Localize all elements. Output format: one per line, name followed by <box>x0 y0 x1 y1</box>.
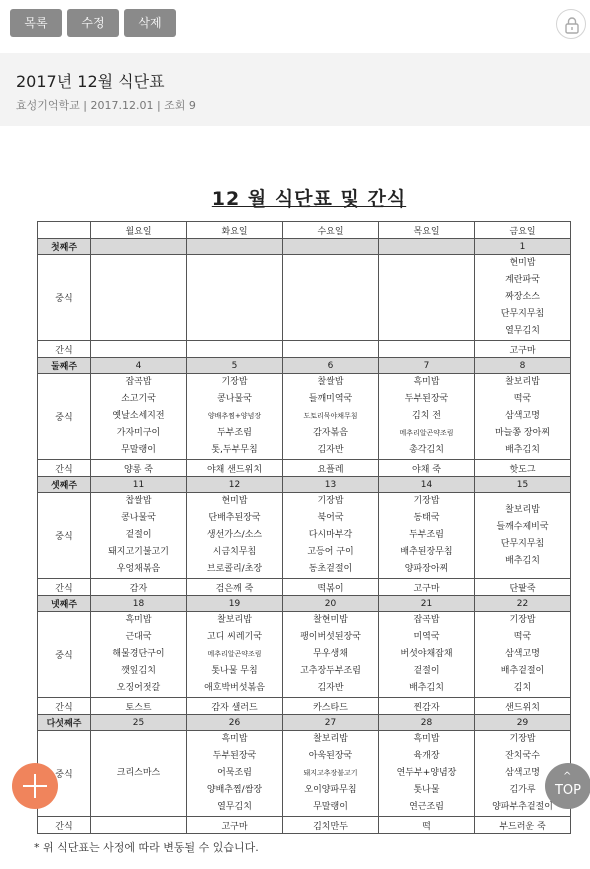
views-count: 9 <box>188 99 196 112</box>
day-header: 목요일 <box>379 222 475 239</box>
snack-row <box>38 698 571 715</box>
menu-item: 기장밥 <box>317 496 344 506</box>
menu-item: 두부조림 <box>217 428 252 438</box>
document-title: 12 월 식단표 및 간식 <box>211 188 407 210</box>
lock-button[interactable] <box>556 9 586 39</box>
date-cell <box>91 239 187 255</box>
top-label: TOP <box>554 783 581 798</box>
menu-item: 배추된장무침 <box>400 547 453 557</box>
snack-cell: 고구마 <box>379 579 475 596</box>
menu-item: 고디 씨레기국 <box>206 632 263 642</box>
meta-separator: | <box>153 99 165 112</box>
menu-item: 떡국 <box>513 394 532 404</box>
menu-item: 애호박버섯볶음 <box>204 683 265 693</box>
snack-cell: 검은깨 죽 <box>187 579 283 596</box>
snack-cell <box>379 341 475 358</box>
meal-cell <box>475 255 571 341</box>
menu-item: 생선가스/소스 <box>206 530 263 540</box>
menu-item: 배추겉절이 <box>500 666 545 676</box>
date-cell: 4 <box>91 358 187 374</box>
menu-item: 열무김치 <box>217 802 252 812</box>
menu-item: 흑미밥 <box>125 615 152 625</box>
menu-item: 총각김치 <box>409 445 444 455</box>
week-label: 넷째주 <box>38 596 91 612</box>
footnote: * 위 식단표는 사정에 따라 변동될 수 있습니다. <box>34 841 259 854</box>
menu-item: 메추리알곤약조림 <box>399 429 454 437</box>
menu-item: 톳나물 무침 <box>211 666 258 676</box>
week-row <box>38 358 571 374</box>
meal-label: 중식 <box>38 255 91 341</box>
meal-label: 중식 <box>38 612 91 698</box>
day-header: 수요일 <box>283 222 379 239</box>
date-cell: 27 <box>283 715 379 731</box>
snack-cell <box>187 341 283 358</box>
menu-item: 기장밥 <box>413 496 440 506</box>
meal-cell <box>187 493 283 579</box>
snack-cell: 샌드위치 <box>475 698 571 715</box>
meal-cell <box>91 612 187 698</box>
post-header <box>0 53 590 126</box>
snack-cell: 요플레 <box>283 460 379 477</box>
menu-item: 해물경단구이 <box>112 649 165 659</box>
week-row <box>38 596 571 612</box>
day-header: 화요일 <box>187 222 283 239</box>
menu-item: 돼지고추장불고기 <box>303 769 358 777</box>
menu-item: 양파장아찌 <box>404 564 449 574</box>
snack-label: 간식 <box>38 460 91 477</box>
date-cell: 13 <box>283 477 379 493</box>
menu-item: 찰쌀밥 <box>317 377 344 387</box>
menu-item: 배추김치 <box>505 555 540 566</box>
menu-item: 도토리묵야채무침 <box>303 412 358 420</box>
date-cell: 7 <box>379 358 475 374</box>
menu-item: 계란파국 <box>505 275 540 285</box>
week-label: 셋째주 <box>38 477 91 493</box>
menu-item: 김자반 <box>317 445 344 455</box>
meal-cell <box>91 493 187 579</box>
snack-row <box>38 817 571 834</box>
snack-cell: 야채 죽 <box>379 460 475 477</box>
week-row <box>38 477 571 493</box>
menu-item: 기장밥 <box>509 734 536 744</box>
menu-item: 기장밥 <box>221 377 248 387</box>
meal-label: 중식 <box>38 493 91 579</box>
menu-item: 단무지무침 <box>500 309 545 319</box>
meal-cell <box>475 612 571 698</box>
menu-item: 양배추찜/쌈장 <box>206 785 263 795</box>
menu-item: 단배추된장국 <box>208 513 261 523</box>
menu-item: 겉절이 <box>125 530 152 540</box>
menu-item: 겉절이 <box>413 666 440 676</box>
date-cell: 18 <box>91 596 187 612</box>
date-cell: 19 <box>187 596 283 612</box>
menu-item: 잡곡밥 <box>413 615 440 625</box>
menu-item: 두부조림 <box>409 530 444 540</box>
menu-item: 톳나물 <box>413 785 440 795</box>
day-header: 월요일 <box>91 222 187 239</box>
meal-label: 중식 <box>38 374 91 460</box>
menu-item: 시금치무침 <box>212 547 257 557</box>
menu-item: 오이양파무침 <box>304 785 357 795</box>
chevron-up-icon: ^ <box>563 771 572 782</box>
meal-cell <box>379 374 475 460</box>
toolbar <box>0 0 590 49</box>
menu-item: 무말랭이 <box>313 802 348 812</box>
snack-label: 간식 <box>38 817 91 834</box>
menu-item: 들깨미역국 <box>308 394 353 404</box>
menu-item: 들깨수제비국 <box>496 521 549 532</box>
snack-cell <box>91 341 187 358</box>
menu-item: 김치 전 <box>412 411 441 421</box>
menu-item: 동태국 <box>413 513 440 523</box>
meal-cell <box>379 612 475 698</box>
snack-cell: 떡 <box>379 817 475 834</box>
snack-cell: 찐감자 <box>379 698 475 715</box>
meal-cell <box>91 374 187 460</box>
menu-item: 현미밥 <box>221 496 248 506</box>
meal-table <box>37 221 571 834</box>
menu-item: 찹쌀밥 <box>125 496 152 506</box>
snack-cell: 김치만두 <box>283 817 379 834</box>
snack-cell: 떡볶이 <box>283 579 379 596</box>
day-header: 금요일 <box>475 222 571 239</box>
menu-item: 다시마부각 <box>308 530 353 540</box>
menu-item: 고등어 구이 <box>307 547 354 557</box>
snack-cell: 야채 샌드위치 <box>187 460 283 477</box>
menu-item: 배추김치 <box>409 683 444 693</box>
menu-item: 소고기국 <box>121 394 156 404</box>
menu-item: 삼색고명 <box>505 768 540 778</box>
snack-cell: 고구마 <box>187 817 283 834</box>
week-label: 다섯째주 <box>38 715 91 731</box>
menu-item: 연근조림 <box>409 802 444 812</box>
menu-item: 짜장소스 <box>505 292 540 302</box>
meal-cell <box>283 255 379 341</box>
menu-item: 옛날소세지전 <box>112 411 165 421</box>
menu-item: 두부된장국 <box>212 751 257 761</box>
meal-cell <box>379 255 475 341</box>
menu-item: 어묵조림 <box>217 768 252 778</box>
edit-button[interactable]: 수정 <box>67 9 119 37</box>
date-cell: 5 <box>187 358 283 374</box>
meal-cell <box>187 255 283 341</box>
snack-cell: 양롱 죽 <box>91 460 187 477</box>
date-cell: 11 <box>91 477 187 493</box>
meal-cell <box>283 374 379 460</box>
menu-item: 아욱된장국 <box>308 751 353 761</box>
date-cell: 25 <box>91 715 187 731</box>
menu-item: 삼색고명 <box>505 411 540 421</box>
menu-item: 육개장 <box>413 751 440 761</box>
meal-cell <box>475 374 571 460</box>
date-cell <box>379 239 475 255</box>
date-cell: 14 <box>379 477 475 493</box>
menu-item: 열무김치 <box>505 326 540 336</box>
meal-cell <box>475 493 571 579</box>
post-author: 효성기억학교 <box>16 99 80 112</box>
menu-item: 마늘쫑 장아찌 <box>494 428 551 438</box>
corner-cell <box>38 222 91 239</box>
snack-row <box>38 460 571 477</box>
table-header-row <box>38 222 571 239</box>
meal-cell <box>379 493 475 579</box>
menu-item: 무우생채 <box>313 649 348 659</box>
meal-cell <box>187 731 283 817</box>
post-date: 2017.12.01 <box>90 99 154 112</box>
menu-item: 단무지무침 <box>500 538 545 549</box>
delete-button[interactable]: 삭제 <box>124 9 176 37</box>
meal-cell <box>283 731 379 817</box>
lock-icon <box>564 16 580 34</box>
menu-item: 메추리알곤약조림 <box>207 650 262 658</box>
snack-label: 간식 <box>38 698 91 715</box>
menu-item: 감자볶음 <box>313 428 348 438</box>
menu-item: 콩나물국 <box>217 394 252 404</box>
menu-item: 오징어젓갈 <box>116 683 161 693</box>
week-row <box>38 715 571 731</box>
menu-item: 양배추찜+양념장 <box>207 412 262 420</box>
menu-item: 흑미밥 <box>221 734 248 744</box>
list-button[interactable]: 목록 <box>10 9 62 37</box>
meal-row <box>38 493 571 579</box>
menu-item: 동초겉절이 <box>308 564 353 574</box>
menu-item: 우엉채볶음 <box>116 564 161 574</box>
menu-item: 톳,두부무침 <box>211 445 258 455</box>
snack-cell <box>91 817 187 834</box>
snack-cell <box>283 341 379 358</box>
snack-cell: 감자 샐러드 <box>187 698 283 715</box>
menu-item: 버섯야채잡채 <box>400 649 453 659</box>
menu-item: 잔치국수 <box>505 751 540 761</box>
menu-item: 브로콜리/초장 <box>206 564 263 574</box>
date-cell: 8 <box>475 358 571 374</box>
date-cell: 29 <box>475 715 571 731</box>
snack-row <box>38 341 571 358</box>
date-cell: 1 <box>475 239 571 255</box>
snack-label: 간식 <box>38 341 91 358</box>
date-cell <box>187 239 283 255</box>
meal-row <box>38 255 571 341</box>
meal-cell <box>91 731 187 817</box>
meal-row <box>38 374 571 460</box>
page-title: 2017년 12월 식단표 <box>16 72 165 91</box>
meal-row <box>38 731 571 817</box>
menu-item: 찰현미밥 <box>313 615 348 625</box>
menu-item: 떡국 <box>513 632 532 642</box>
menu-item: 찰보리밥 <box>313 734 348 744</box>
meal-cell <box>91 255 187 341</box>
menu-item: 가자미구이 <box>116 428 161 438</box>
menu-item: 근대국 <box>125 632 152 642</box>
snack-row <box>38 579 571 596</box>
meal-label: 중식 <box>38 731 91 817</box>
snack-cell: 핫도그 <box>475 460 571 477</box>
date-cell <box>283 239 379 255</box>
menu-item: 찰보리밥 <box>505 504 540 515</box>
meal-cell <box>187 374 283 460</box>
menu-item: 크리스마스 <box>116 768 161 778</box>
date-cell: 22 <box>475 596 571 612</box>
menu-item: 현미밥 <box>509 258 536 268</box>
date-cell: 15 <box>475 477 571 493</box>
menu-item: 미역국 <box>413 632 440 642</box>
menu-item: 배추김치 <box>505 445 540 455</box>
snack-cell: 부드러운 죽 <box>475 817 571 834</box>
add-button[interactable] <box>12 763 58 809</box>
menu-item: 북어국 <box>317 513 344 523</box>
snack-cell: 카스타드 <box>283 698 379 715</box>
week-row <box>38 239 571 255</box>
date-cell: 12 <box>187 477 283 493</box>
menu-item: 무말랭이 <box>121 445 156 455</box>
date-cell: 28 <box>379 715 475 731</box>
post-meta <box>16 97 196 113</box>
menu-item: 콩나물국 <box>121 513 156 523</box>
menu-item: 찰보리밥 <box>505 377 540 387</box>
menu-item: 연두부+양념장 <box>396 768 457 778</box>
menu-item: 김자반 <box>317 683 344 693</box>
snack-cell: 감자 <box>91 579 187 596</box>
post-content <box>0 126 590 869</box>
scroll-top-button[interactable] <box>545 763 590 809</box>
menu-item: 두부된장국 <box>404 394 449 404</box>
menu-item: 기장밥 <box>509 615 536 625</box>
menu-item: 양파부추겉절이 <box>492 802 553 812</box>
menu-item: 김치 <box>513 683 532 693</box>
snack-cell: 토스트 <box>91 698 187 715</box>
week-label: 둘째주 <box>38 358 91 374</box>
date-cell: 26 <box>187 715 283 731</box>
meal-cell <box>379 731 475 817</box>
meal-cell <box>283 612 379 698</box>
menu-item: 고추장두부조림 <box>300 666 361 676</box>
date-cell: 20 <box>283 596 379 612</box>
views-label: 조회 <box>164 99 186 112</box>
meal-row <box>38 612 571 698</box>
meal-cell <box>283 493 379 579</box>
snack-cell: 고구마 <box>475 341 571 358</box>
menu-item: 돼지고기불고기 <box>108 547 169 557</box>
menu-item: 찰보리밥 <box>217 615 252 625</box>
menu-item: 잡곡밥 <box>125 377 152 387</box>
date-cell: 6 <box>283 358 379 374</box>
meal-cell <box>187 612 283 698</box>
snack-label: 간식 <box>38 579 91 596</box>
menu-item: 흑미밥 <box>413 734 440 744</box>
menu-item: 삼색고명 <box>505 649 540 659</box>
meta-separator: | <box>79 99 91 112</box>
menu-item: 김가루 <box>509 785 536 795</box>
menu-item: 팽이버섯된장국 <box>300 632 361 642</box>
week-label: 첫째주 <box>38 239 91 255</box>
date-cell: 21 <box>379 596 475 612</box>
snack-cell: 단팥죽 <box>475 579 571 596</box>
menu-item: 깻잎김치 <box>121 666 156 676</box>
menu-item: 흑미밥 <box>413 377 440 387</box>
